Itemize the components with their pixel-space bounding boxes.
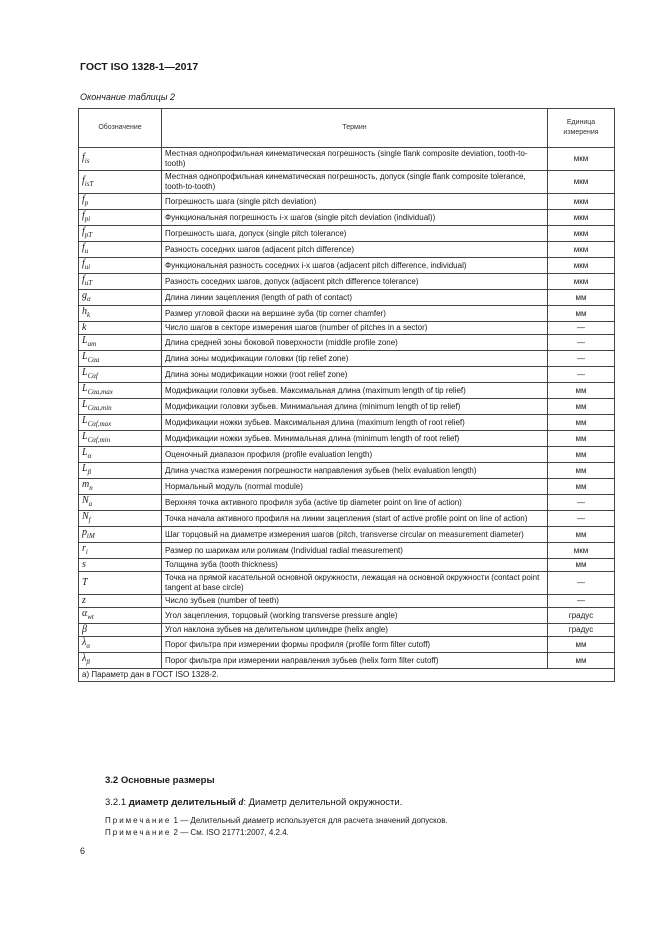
symbol-letter: L (82, 431, 88, 442)
unit-cell: мм (548, 415, 615, 431)
symbol-letter: L (82, 463, 88, 474)
term-cell: Верхняя точка активного профиля зуба (active tip diameter point on line of action) (162, 495, 548, 511)
term-cell: Шаг торцовый на диаметре измерения шагов (pitch, transverse circular on measurement diameter) (162, 527, 548, 543)
unit-cell: мм (548, 306, 615, 322)
symbol-subscript: uT (84, 279, 93, 287)
term-cell: Функциональная погрешность i-x шагов (single pitch deviation (individual)) (162, 210, 548, 226)
table-row (79, 559, 615, 572)
table-row (79, 495, 615, 511)
note-1 (105, 816, 448, 825)
table-row (79, 367, 615, 383)
unit-cell: мм (548, 431, 615, 447)
unit-cell: — (548, 367, 615, 383)
table-row (79, 194, 615, 210)
table-row (79, 653, 615, 669)
table-row (79, 624, 615, 637)
clause-3-2-1 (105, 797, 402, 808)
symbol-cell (79, 383, 162, 399)
term-cell: Порог фильтра при измерении формы профиля (profile form filter cutoff) (162, 637, 548, 653)
table-row (79, 322, 615, 335)
term-cell: Модификации ножки зубьев. Максимальная длина (maximum length of root relief) (162, 415, 548, 431)
symbol-subscript: wt (87, 613, 94, 621)
symbol-letter: k (82, 322, 87, 333)
term-cell: Размер по шарикам или роликам (Individual radial measurement) (162, 543, 548, 559)
term-cell: Местная однопрофильная кинематическая погрешность (single flank composite deviation, tooth-to-tooth) (162, 148, 548, 171)
column-header-symbol: Обозначение (79, 109, 162, 148)
symbol-subscript: a (88, 500, 93, 508)
table-row (79, 258, 615, 274)
symbol-letter: L (82, 383, 88, 394)
symbol-subscript: tM (87, 532, 95, 540)
symbol-cell (79, 595, 162, 608)
term-cell: Порог фильтра при измерении направления зубьев (helix form filter cutoff) (162, 653, 548, 669)
unit-cell: — (548, 495, 615, 511)
note-2-label: Примечание (105, 828, 172, 837)
symbol-cell (79, 527, 162, 543)
symbol-letter: L (82, 447, 88, 458)
table-row (79, 290, 615, 306)
symbol-letter: N (82, 511, 89, 522)
symbol-letter: p (82, 527, 87, 538)
table-row (79, 148, 615, 171)
symbol-cell (79, 290, 162, 306)
unit-cell: мм (548, 479, 615, 495)
symbol-cell (79, 274, 162, 290)
symbol-subscript: is (84, 156, 90, 165)
term-cell: Точка на прямой касательной основной окружности, лежащая на основной окружности (contact point tangent at base circle) (162, 572, 548, 595)
symbol-letter: g (82, 290, 87, 301)
symbol-letter: s (82, 559, 86, 570)
unit-cell: мкм (548, 543, 615, 559)
symbol-cell (79, 495, 162, 511)
symbol-cell (79, 543, 162, 559)
table-row (79, 572, 615, 595)
symbol-subscript: α (87, 295, 91, 303)
note-2 (105, 828, 289, 837)
term-cell: Угол наклона зубьев на делительном цилиндре (helix angle) (162, 624, 548, 637)
term-cell: Погрешность шага, допуск (single pitch tolerance) (162, 226, 548, 242)
symbol-letter: f (82, 194, 85, 205)
symbol-cell (79, 399, 162, 415)
symbol-letter: λ (82, 653, 87, 664)
unit-cell: градус (548, 608, 615, 624)
symbol-letter: L (82, 399, 88, 410)
unit-cell: — (548, 322, 615, 335)
term-cell: Разность соседних шагов, допуск (adjacent pitch difference tolerance) (162, 274, 548, 290)
symbol-subscript: Cαf,min (87, 436, 111, 444)
unit-cell: мкм (548, 258, 615, 274)
symbol-subscript: β (86, 658, 90, 666)
table-footnote-row (79, 669, 615, 682)
symbol-letter: f (82, 258, 85, 269)
symbol-letter: f (82, 226, 85, 237)
unit-cell: мм (548, 463, 615, 479)
term-cell: Длина средней зоны боковой поверхности (middle profile zone) (162, 335, 548, 351)
symbol-cell (79, 351, 162, 367)
term-cell: Точка начала активного профиля на линии зацепления (start of active profile point on line of action) (162, 511, 548, 527)
symbol-cell (79, 447, 162, 463)
term-cell: Модификации головки зубьев. Минимальная длина (minimum length of tip relief) (162, 399, 548, 415)
symbol-subscript: n (89, 484, 93, 492)
symbol-subscript: k (87, 311, 91, 319)
term-cell: Модификации головки зубьев. Максимальная длина (maximum length of tip relief) (162, 383, 548, 399)
symbol-cell (79, 608, 162, 624)
symbol-subscript: Cαf (87, 372, 98, 380)
table-row (79, 595, 615, 608)
clause-definition: : Диаметр делительной окружности. (243, 797, 403, 808)
term-cell: Функциональная разность соседних i-x шагов (adjacent pitch difference, individual) (162, 258, 548, 274)
clause-term: диаметр делительный (128, 797, 236, 808)
table-row (79, 447, 615, 463)
table-row (79, 335, 615, 351)
unit-cell: — (548, 511, 615, 527)
term-cell: Размер угловой фаски на вершине зуба (tip corner chamfer) (162, 306, 548, 322)
symbol-letter: m (82, 479, 90, 490)
symbol-cell (79, 624, 162, 637)
symbol-subscript: pi (84, 215, 91, 223)
symbol-subscript: pT (84, 231, 93, 239)
unit-cell: мкм (548, 194, 615, 210)
symbol-subscript: Cαf,max (87, 420, 112, 428)
symbol-letter: L (82, 367, 88, 378)
table-row (79, 210, 615, 226)
term-cell: Число шагов в секторе измерения шагов (number of pitches in a sector) (162, 322, 548, 335)
symbol-subscript: Cαa,max (87, 388, 113, 396)
symbol-subscript: am (87, 340, 97, 348)
term-cell: Модификации ножки зубьев. Минимальная длина (minimum length of root relief) (162, 431, 548, 447)
symbol-subscript: i (85, 548, 88, 556)
table-continuation-caption: Окончание таблицы 2 (80, 92, 175, 102)
symbol-cell (79, 511, 162, 527)
symbol-letter: h (82, 306, 87, 317)
unit-cell: мм (548, 653, 615, 669)
symbol-cell (79, 306, 162, 322)
symbol-subscript: p (84, 199, 89, 207)
symbol-cell (79, 463, 162, 479)
symbol-cell (79, 367, 162, 383)
symbol-cell (79, 242, 162, 258)
symbol-cell (79, 171, 162, 194)
table-row (79, 431, 615, 447)
symbol-letter: f (82, 174, 85, 186)
term-cell: Погрешность шага (single pitch deviation) (162, 194, 548, 210)
table-row (79, 463, 615, 479)
unit-cell: мкм (548, 226, 615, 242)
table-row (79, 171, 615, 194)
symbol-letter: f (82, 210, 85, 221)
note-1-text: 1 — Делительный диаметр используется для расчета значений допусков. (171, 816, 448, 825)
unit-cell: — (548, 572, 615, 595)
symbol-cell (79, 258, 162, 274)
clause-number: 3.2.1 (105, 797, 127, 808)
term-cell: Толщина зуба (tooth thickness) (162, 559, 548, 572)
unit-cell: мм (548, 447, 615, 463)
symbol-cell (79, 637, 162, 653)
symbol-subscript: β (87, 468, 92, 476)
symbol-letter: T (82, 577, 88, 588)
note-2-text: 2 — См. ISO 21771:2007, 4.2.4. (171, 828, 289, 837)
unit-cell: мкм (548, 210, 615, 226)
symbols-table (78, 108, 615, 682)
term-cell: Число зубьев (number of teeth) (162, 595, 548, 608)
unit-cell: градус (548, 624, 615, 637)
term-cell: Угол зацепления, торцовый (working transverse pressure angle) (162, 608, 548, 624)
page-number: 6 (80, 846, 86, 856)
symbol-cell (79, 194, 162, 210)
unit-cell: мм (548, 383, 615, 399)
symbol-subscript: α (87, 452, 92, 460)
table-row (79, 306, 615, 322)
symbol-cell (79, 210, 162, 226)
document-header: ГОСТ ISO 1328-1—2017 (80, 61, 199, 73)
table-row (79, 274, 615, 290)
symbol-cell (79, 415, 162, 431)
symbol-subscript: Cαa (87, 356, 100, 364)
column-header-unit: Единица измерения (548, 109, 615, 148)
symbol-letter: L (82, 335, 88, 346)
table-row (79, 543, 615, 559)
table-row (79, 226, 615, 242)
symbol-letter: r (82, 543, 86, 554)
symbol-subscript: Cαa,min (87, 404, 112, 412)
column-header-term: Термин (162, 109, 548, 148)
table-row (79, 242, 615, 258)
term-cell: Длина зоны модификации головки (tip relief zone) (162, 351, 548, 367)
symbol-cell (79, 322, 162, 335)
symbol-subscript: f (88, 516, 91, 524)
symbol-letter: z (82, 595, 86, 606)
symbol-cell (79, 431, 162, 447)
unit-cell: — (548, 335, 615, 351)
symbol-cell (79, 653, 162, 669)
unit-cell: мм (548, 637, 615, 653)
symbol-letter: f (82, 151, 85, 163)
unit-cell: мм (548, 527, 615, 543)
unit-cell: мкм (548, 242, 615, 258)
term-cell: Нормальный модуль (normal module) (162, 479, 548, 495)
unit-cell: мкм (548, 148, 615, 171)
table-footnote: a) Параметр дан в ГОСТ ISO 1328-2. (79, 669, 615, 682)
unit-cell: мм (548, 290, 615, 306)
table-row (79, 527, 615, 543)
section-heading: 3.2 Основные размеры (105, 775, 215, 786)
clause-symbol: d (238, 798, 244, 808)
symbol-letter: f (82, 242, 85, 253)
term-cell: Длина зоны модификации ножки (root relief zone) (162, 367, 548, 383)
term-cell: Разность соседних шагов (adjacent pitch difference) (162, 242, 548, 258)
symbol-letter: N (82, 495, 89, 506)
symbol-cell (79, 572, 162, 595)
symbol-cell (79, 335, 162, 351)
symbol-subscript: α (86, 642, 91, 650)
table-row (79, 415, 615, 431)
unit-cell: — (548, 351, 615, 367)
table-body (79, 148, 615, 669)
symbol-letter: α (82, 608, 88, 619)
table-row (79, 511, 615, 527)
symbol-letter: f (82, 274, 85, 285)
unit-cell: мкм (548, 171, 615, 194)
symbol-subscript: isT (84, 179, 94, 188)
unit-cell: мкм (548, 274, 615, 290)
symbol-cell (79, 479, 162, 495)
symbol-cell (79, 148, 162, 171)
table-row (79, 351, 615, 367)
term-cell: Длина линии зацепления (length of path of contact) (162, 290, 548, 306)
symbol-letter: L (82, 415, 88, 426)
symbol-letter: β (82, 624, 87, 635)
table-row (79, 479, 615, 495)
term-cell: Длина участка измерения погрешности направления зубьев (helix evaluation length) (162, 463, 548, 479)
symbol-letter: L (82, 351, 88, 362)
term-cell: Оценочный диапазон профиля (profile evaluation length) (162, 447, 548, 463)
table-row (79, 637, 615, 653)
symbol-subscript: u (84, 247, 89, 255)
table-header-row (79, 109, 615, 148)
note-1-label: Примечание (105, 816, 172, 825)
term-cell: Местная однопрофильная кинематическая погрешность, допуск (single flank composite tolerance, tooth-to-tooth) (162, 171, 548, 194)
unit-cell: мм (548, 399, 615, 415)
symbol-cell (79, 559, 162, 572)
symbol-letter: λ (82, 637, 87, 648)
table-row (79, 383, 615, 399)
table-row (79, 608, 615, 624)
unit-cell: — (548, 595, 615, 608)
symbol-subscript: ui (84, 263, 91, 271)
symbol-cell (79, 226, 162, 242)
unit-cell: мм (548, 559, 615, 572)
table-row (79, 399, 615, 415)
